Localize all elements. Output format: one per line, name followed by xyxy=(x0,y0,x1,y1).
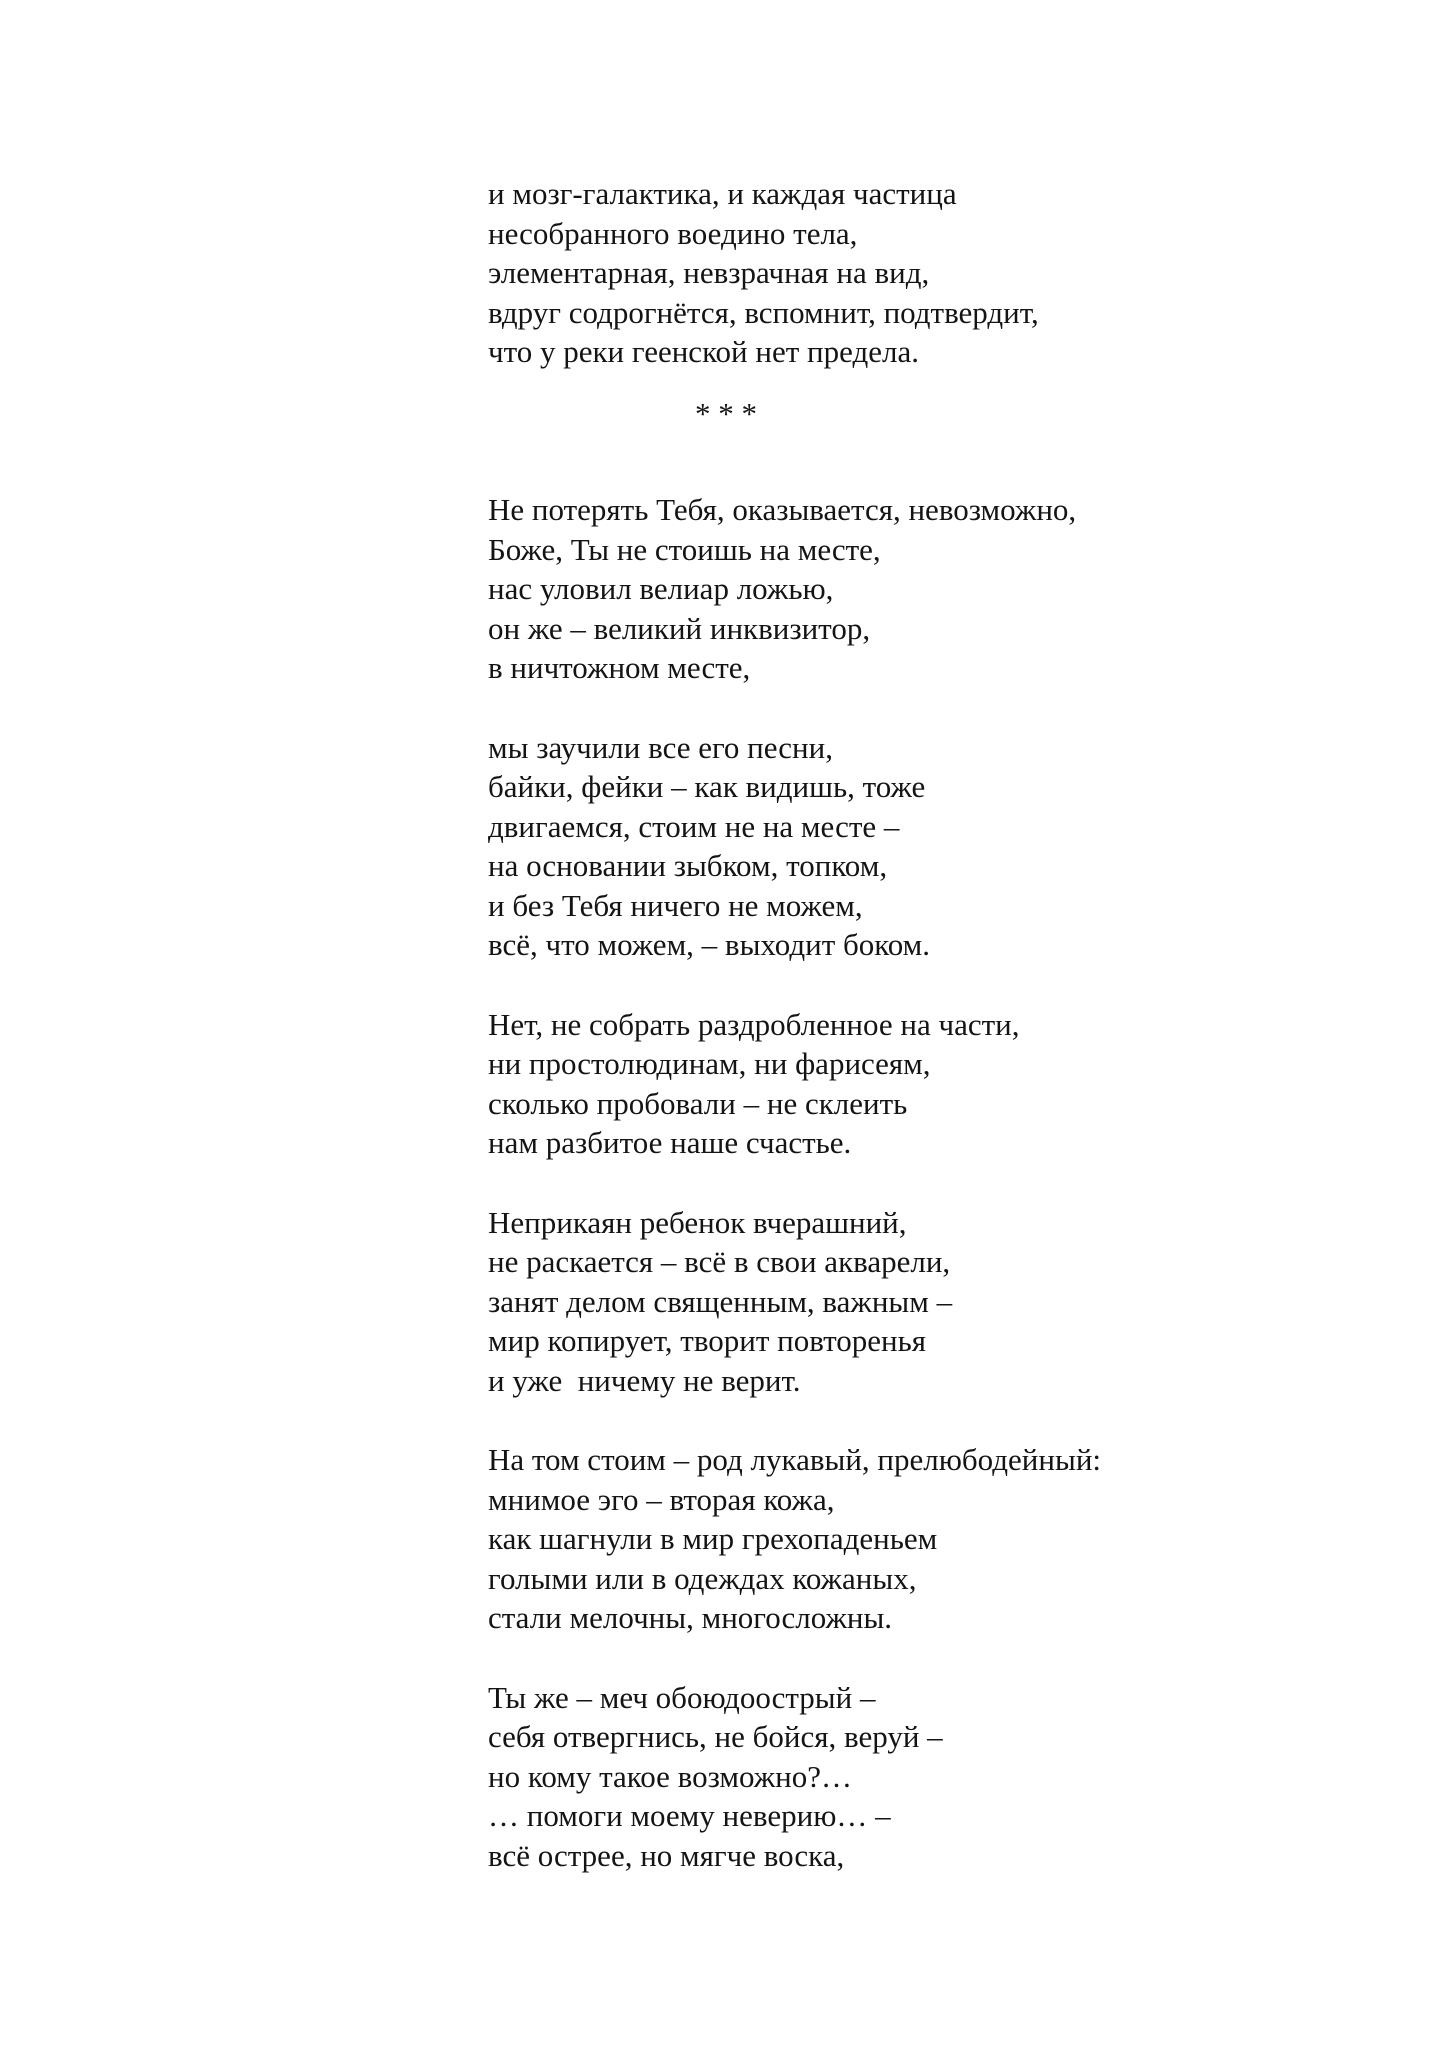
poem-line: как шагнули в мир грехопаденьем xyxy=(488,1521,938,1556)
poem-stanza-1 xyxy=(488,490,1308,688)
poem-line: двигаемся, стоим не на месте – xyxy=(488,808,900,844)
poem-line: вдруг содрогнётся, вспомнит, подтвердит, xyxy=(488,294,1039,330)
poem-line: мнимое эго – вторая кожа, xyxy=(488,1481,835,1517)
poem-line: и без Тебя ничего не можем, xyxy=(488,887,863,923)
poem-line: ни простолюдинам, ни фарисеям, xyxy=(488,1046,931,1081)
poem-line: себя отвергнись, не бойся, веруй – xyxy=(488,1719,943,1754)
poem-line: что у реки геенской нет предела. xyxy=(488,334,919,369)
poem-stanza-6 xyxy=(488,1678,1308,1876)
poem-line: стали мелочны, многосложны. xyxy=(488,1600,893,1635)
poem-line: … помоги моему неверию… – xyxy=(488,1798,891,1833)
poem-line: всё, что можем, – выходит боком. xyxy=(488,927,931,962)
poem-line: Нет, не собрать раздробленное на части, xyxy=(488,1006,1020,1042)
section-divider-asterisks: * * * xyxy=(695,395,757,431)
poem-line: Не потерять Тебя, оказывается, невозможно, xyxy=(488,492,1077,527)
poem-stanza-3 xyxy=(488,1005,1308,1163)
poem-line: Боже, Ты не стоишь на месте, xyxy=(488,531,881,567)
poem-line: несобранного воедино тела, xyxy=(488,215,858,251)
poem-line: голыми или в одеждах кожаных, xyxy=(488,1560,917,1596)
poem-line: занят делом священным, важным – xyxy=(488,1283,953,1319)
poem-stanza-4 xyxy=(488,1203,1308,1401)
poem-line: Неприкаян ребенок вчерашний, xyxy=(488,1204,907,1240)
poem-line: Ты же – меч обоюдоострый – xyxy=(488,1679,876,1715)
poem-line: не раскается – всё в свои акварели, xyxy=(488,1244,951,1279)
poem-line: всё острее, но мягче воска, xyxy=(488,1837,845,1873)
poem-line: но кому такое возможно?… xyxy=(488,1758,853,1794)
poem-line: он же – великий инквизитор, xyxy=(488,610,871,646)
poem-line: нам разбитое наше счастье. xyxy=(488,1125,852,1160)
poem-line: нас уловил велиар ложью, xyxy=(488,571,834,606)
poem-text-column xyxy=(488,174,1308,1875)
poem-line: в ничтожном месте, xyxy=(488,650,751,685)
poem-line: и уже ничему не верит. xyxy=(488,1362,801,1398)
poem-stanza-5 xyxy=(488,1440,1308,1638)
poem-line: байки, фейки – как видишь, тоже xyxy=(488,769,926,804)
poem-line: мы заучили все его песни, xyxy=(488,729,833,765)
poem-stanza-opening xyxy=(488,174,1308,372)
poem-line: на основании зыбком, топком, xyxy=(488,848,888,883)
poem-stanza-2 xyxy=(488,728,1308,965)
poem-line: На том стоим – род лукавый, прелюбодейный: xyxy=(488,1442,1102,1477)
poem-line: элементарная, невзрачная на вид, xyxy=(488,255,930,290)
poem-line: мир копирует, творит повторенья xyxy=(488,1323,926,1358)
poem-line: сколько пробовали – не склеить xyxy=(488,1085,908,1121)
poem-line: и мозг-галактика, и каждая частица xyxy=(488,176,957,211)
